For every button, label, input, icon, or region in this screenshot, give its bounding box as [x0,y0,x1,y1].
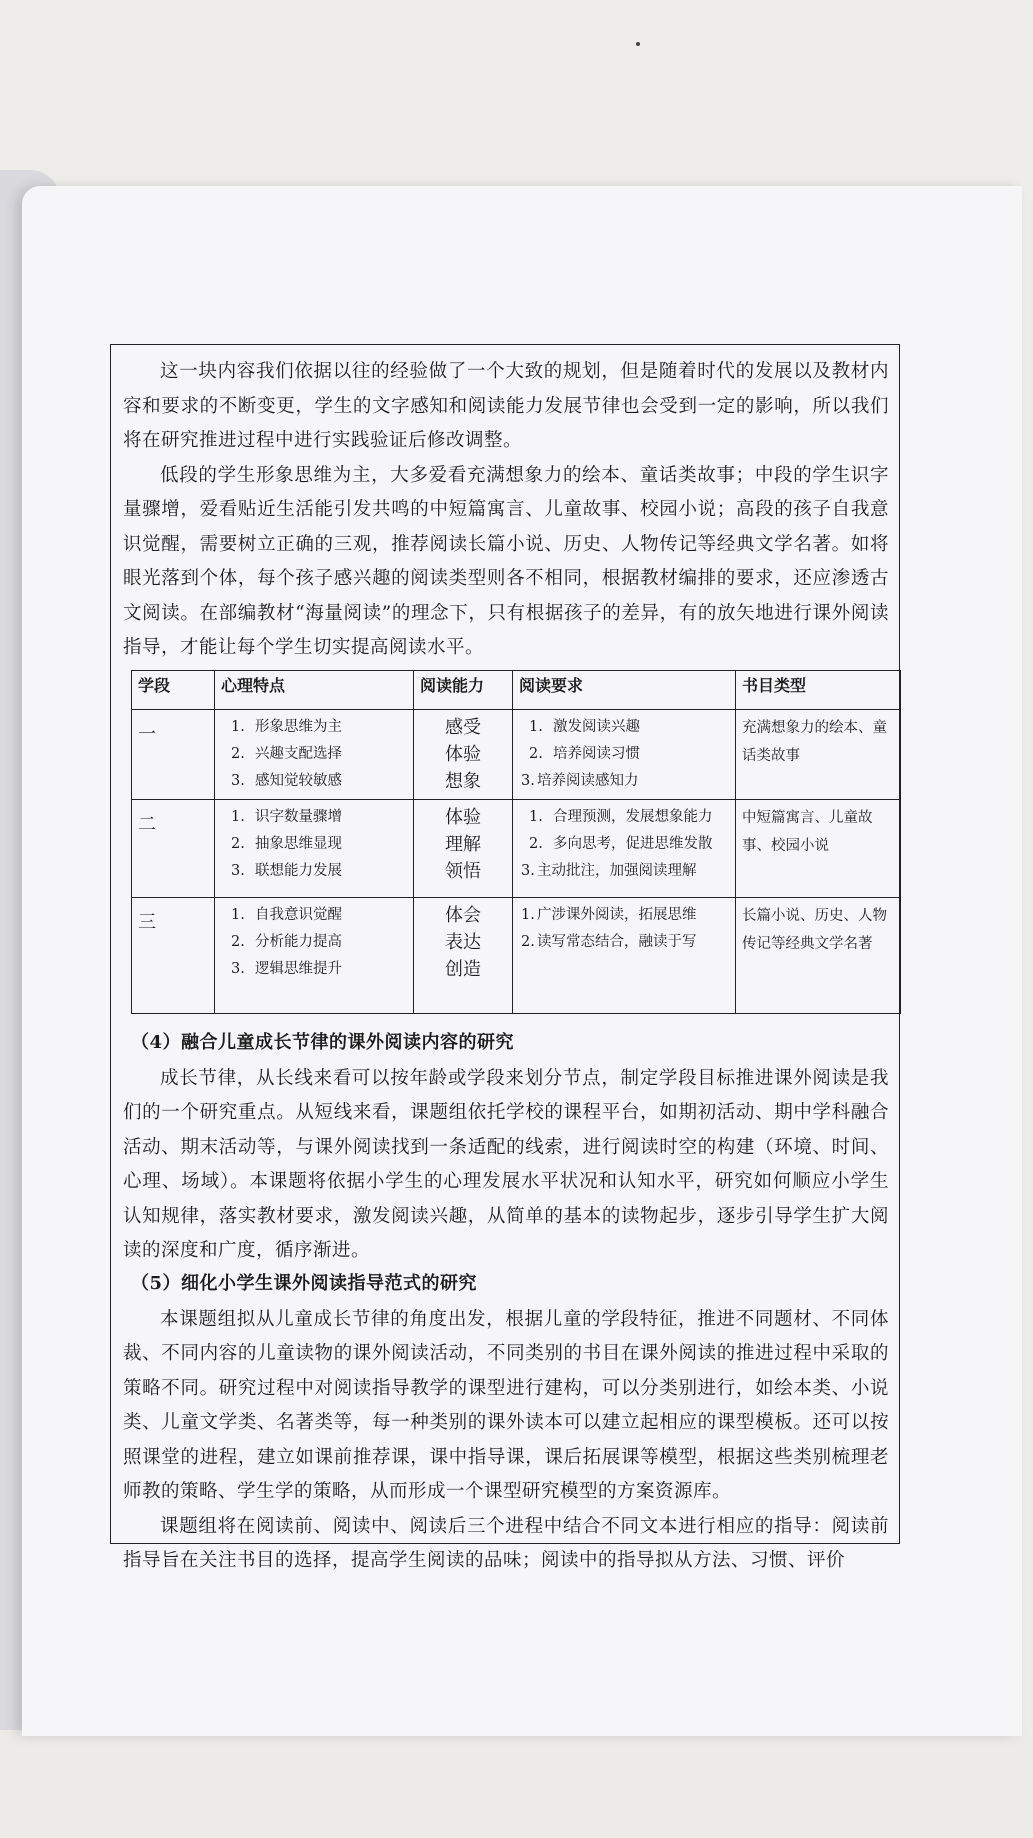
books-cell: 长篇小说、历史、人物传记等经典文学名著 [736,897,901,1013]
intro-paragraph-1: 这一块内容我们依据以往的经验做了一个大致的规划，但是随着时代的发展以及教材内容和要求的不断变更，学生的文字感知和阅读能力发展节律也会受到一定的影响，所以我们将在研究推进过程中进行实践验证后修改调整。 [123,361,889,451]
header-requirement: 阅读要求 [513,670,736,709]
desk-background [0,0,1033,200]
content-frame [110,344,900,1571]
section-5-paragraph-2: 课题组将在阅读前、阅读中、阅读后三个进程中结合不同文本进行相应的指导：阅读前指导旨在关注书目的选择，提高学生阅读的品味；阅读中的指导拟从方法、习惯、评价 [123,1515,889,1571]
section-5-heading: （5）细化小学生课外阅读指导范式的研究 [131,1272,478,1294]
requirement-cell: 1. 合理预测，发展想象能力 2. 多向思考，促进思维发散 3. 主动批注，加强阅读理解 [513,799,736,897]
table-row [132,709,901,799]
grade-reading-table [131,670,901,1014]
grade-cell: 三 [132,897,215,1013]
table-row [132,897,901,1013]
requirement-cell: 1. 激发阅读兴趣 2. 培养阅读习惯 3. 培养阅读感知力 [513,709,736,799]
psych-cell: 1. 识字数量骤增 2. 抽象思维显现 3. 联想能力发展 [215,799,414,897]
header-books: 书目类型 [736,670,901,709]
psych-cell: 1. 自我意识觉醒 2. 分析能力提高 3. 逻辑思维提升 [215,897,414,1013]
requirement-cell: 1. 广涉课外阅读，拓展思维 2. 读写常态结合，融读于写 [513,897,736,1013]
ability-cell: 感受 体验 想象 [414,709,513,799]
psych-cell: 1. 形象思维为主 2. 兴趣支配选择 3. 感知觉较敏感 [215,709,414,799]
ability-cell: 体会 表达 创造 [414,897,513,1013]
intro-paragraph-2: 低段的学生形象思维为主，大多爱看充满想象力的绘本、童话类故事；中段的学生识字量骤增，爱看贴近生活能引发共鸣的中短篇寓言、儿童故事、校园小说；高段的孩子自我意识觉醒，需要树立正确的三观，推荐阅读长篇小说、历史、人物传记等经典文学名著。如将眼光落到个体，每个孩子感兴趣的阅读类型则各不相同，根据教材编排的要求，还应渗透古文阅读。在部编教材“海量阅读”的理念下，只有根据孩子的差异，有的放矢地进行课外阅读指导，才能让每个学生切实提高阅读水平。 [123,464,889,658]
ability-cell: 体验 理解 领悟 [414,799,513,897]
table-row [132,799,901,897]
section-5-paragraph-1: 本课题组拟从儿童成长节律的角度出发，根据儿童的学段特征，推进不同题材、不同体裁、不同内容的儿童读物的课外阅读活动，不同类别的书目在课外阅读的推进过程中采取的策略不同。研究过程中对阅读指导教学的课型进行建构，可以分类别进行，如绘本类、小说类、儿童文学类、名著类等，每一种类别的课外读本可以建立起相应的课型模板。还可以按照课堂的进程，建立如课前推荐课，课中指导课，课后拓展课等模型，根据这些类别梳理老师教的策略、学生学的策略，从而形成一个课型研究模型的方案资源库。 [123,1308,889,1502]
books-cell: 中短篇寓言、儿童故事、校园小说 [736,799,901,897]
header-grade: 学段 [132,670,215,709]
section-4-heading: （4）融合儿童成长节律的课外阅读内容的研究 [131,1031,515,1053]
books-cell: 充满想象力的绘本、童话类故事 [736,709,901,799]
desk-speck [636,42,640,46]
grade-cell: 二 [132,799,215,897]
table-header-row [132,670,901,709]
header-psych: 心理特点 [215,670,414,709]
header-ability: 阅读能力 [414,670,513,709]
section-4-paragraph: 成长节律，从长线来看可以按年龄或学段来划分节点，制定学段目标推进课外阅读是我们的一个研究重点。从短线来看，课题组依托学校的课程平台，如期初活动、期中学科融合活动、期末活动等，与课外阅读找到一条适配的线索，进行阅读时空的构建（环境、时间、心理、场域）。本课题将依据小学生的心理发展水平状况和认知水平，研究如何顺应小学生认知规律，落实教材要求，激发阅读兴趣，从简单的基本的读物起步，逐步引导学生扩大阅读的深度和广度，循序渐进。 [123,1067,889,1261]
grade-cell: 一 [132,709,215,799]
